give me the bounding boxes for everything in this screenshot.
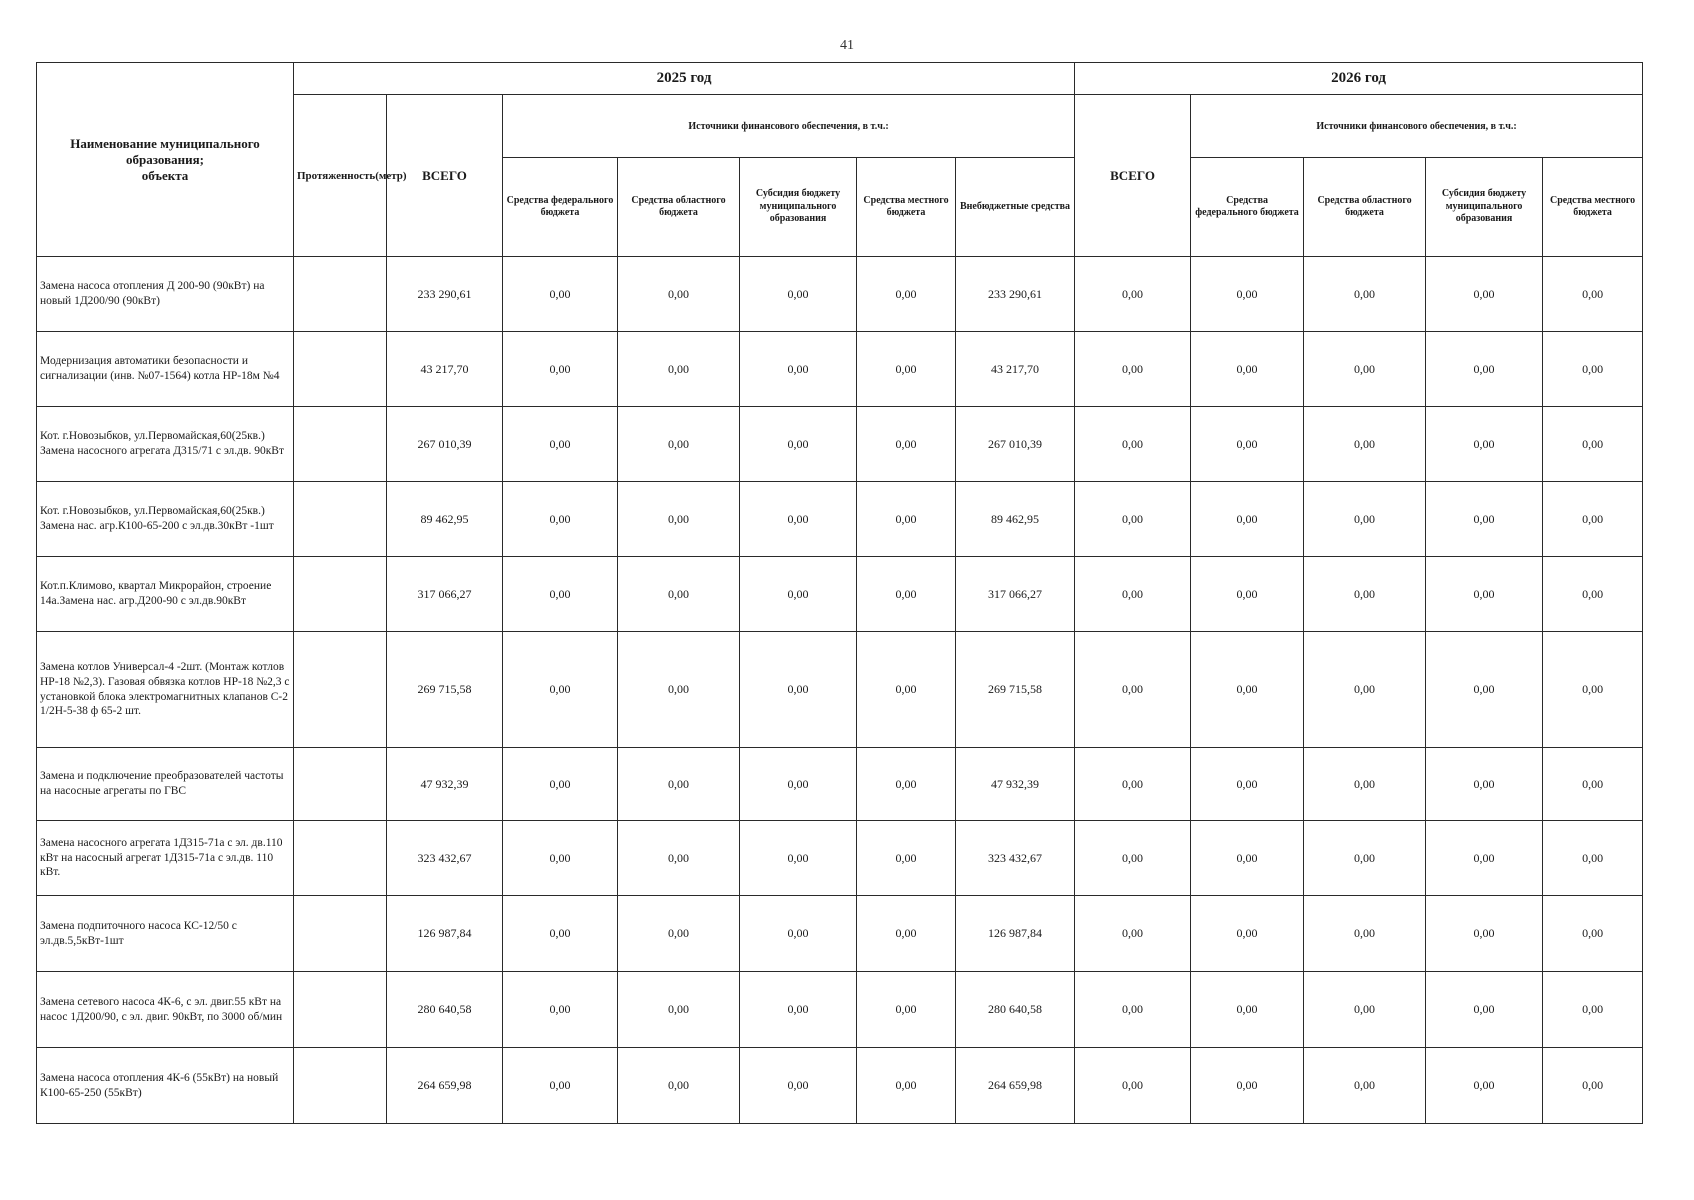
reg-2025-cell: 0,00 — [618, 972, 740, 1048]
header-reg-2025: Средства областного бюджета — [618, 158, 740, 257]
fed-2026-cell: 0,00 — [1191, 482, 1304, 557]
fed-2026-cell: 0,00 — [1191, 748, 1304, 821]
total-2026-cell: 0,00 — [1075, 896, 1191, 972]
header-name-col: Наименование муниципального образования; объекта — [37, 63, 294, 257]
table-row — [37, 632, 1643, 748]
total-2026-cell: 0,00 — [1075, 821, 1191, 896]
header-year-2026: 2026 год — [1075, 63, 1643, 95]
fed-2026-cell: 0,00 — [1191, 896, 1304, 972]
local-2025-cell: 0,00 — [857, 632, 956, 748]
subsidy-2026-cell: 0,00 — [1426, 557, 1543, 632]
local-2025-cell: 0,00 — [857, 1048, 956, 1124]
extra-2025-cell: 269 715,58 — [956, 632, 1075, 748]
local-2025-cell: 0,00 — [857, 748, 956, 821]
subsidy-2026-cell: 0,00 — [1426, 972, 1543, 1048]
table-row — [37, 748, 1643, 821]
length-cell — [294, 332, 387, 407]
object-name-cell: Кот. г.Новозыбков, ул.Первомайская,60(25кв.) Замена насосного агрегата Д315/71 с эл.дв. 90кВт — [37, 407, 294, 482]
fed-2025-cell: 0,00 — [503, 972, 618, 1048]
reg-2026-cell: 0,00 — [1304, 482, 1426, 557]
total-2025-cell: 264 659,98 — [387, 1048, 503, 1124]
reg-2025-cell: 0,00 — [618, 257, 740, 332]
table-row — [37, 821, 1643, 896]
fed-2026-cell: 0,00 — [1191, 332, 1304, 407]
extra-2025-cell: 233 290,61 — [956, 257, 1075, 332]
header-subsidy-2025: Субсидия бюджету муниципального образования — [740, 158, 857, 257]
table-row — [37, 896, 1643, 972]
reg-2026-cell: 0,00 — [1304, 972, 1426, 1048]
header-extra-2025: Внебюджетные средства — [956, 158, 1075, 257]
local-2026-cell: 0,00 — [1543, 632, 1643, 748]
subsidy-2025-cell: 0,00 — [740, 557, 857, 632]
reg-2025-cell: 0,00 — [618, 557, 740, 632]
header-sources-2026: Источники финансового обеспечения, в т.ч.: — [1191, 95, 1643, 158]
length-cell — [294, 407, 387, 482]
reg-2026-cell: 0,00 — [1304, 257, 1426, 332]
length-cell — [294, 972, 387, 1048]
local-2026-cell: 0,00 — [1543, 1048, 1643, 1124]
total-2025-cell: 267 010,39 — [387, 407, 503, 482]
header-year-2025: 2025 год — [294, 63, 1075, 95]
object-name-cell: Кот.п.Климово, квартал Микрорайон, строение 14а.Замена нас. агр.Д200-90 с эл.дв.90кВт — [37, 557, 294, 632]
object-name-cell: Замена насоса отопления 4К-6 (55кВт) на новый К100-65-250 (55кВт) — [37, 1048, 294, 1124]
length-cell — [294, 748, 387, 821]
reg-2025-cell: 0,00 — [618, 748, 740, 821]
header-local-2026: Средства местного бюджета — [1543, 158, 1643, 257]
local-2026-cell: 0,00 — [1543, 257, 1643, 332]
table-row — [37, 972, 1643, 1048]
subsidy-2026-cell: 0,00 — [1426, 1048, 1543, 1124]
local-2025-cell: 0,00 — [857, 896, 956, 972]
subsidy-2026-cell: 0,00 — [1426, 896, 1543, 972]
page-number: 41 — [840, 38, 854, 53]
subsidy-2025-cell: 0,00 — [740, 748, 857, 821]
fed-2026-cell: 0,00 — [1191, 632, 1304, 748]
header-fed-2026: Средства федерального бюджета — [1191, 158, 1304, 257]
reg-2026-cell: 0,00 — [1304, 557, 1426, 632]
fed-2025-cell: 0,00 — [503, 332, 618, 407]
fed-2025-cell: 0,00 — [503, 748, 618, 821]
length-cell — [294, 1048, 387, 1124]
header-reg-2026: Средства областного бюджета — [1304, 158, 1426, 257]
header-fed-2025: Средства федерального бюджета — [503, 158, 618, 257]
total-2025-cell: 269 715,58 — [387, 632, 503, 748]
local-2025-cell: 0,00 — [857, 972, 956, 1048]
local-2026-cell: 0,00 — [1543, 332, 1643, 407]
reg-2026-cell: 0,00 — [1304, 821, 1426, 896]
subsidy-2025-cell: 0,00 — [740, 1048, 857, 1124]
fed-2025-cell: 0,00 — [503, 257, 618, 332]
subsidy-2026-cell: 0,00 — [1426, 748, 1543, 821]
local-2026-cell: 0,00 — [1543, 482, 1643, 557]
table-row — [37, 1048, 1643, 1124]
fed-2025-cell: 0,00 — [503, 407, 618, 482]
fed-2026-cell: 0,00 — [1191, 821, 1304, 896]
total-2025-cell: 47 932,39 — [387, 748, 503, 821]
total-2026-cell: 0,00 — [1075, 972, 1191, 1048]
total-2026-cell: 0,00 — [1075, 1048, 1191, 1124]
length-cell — [294, 632, 387, 748]
total-2025-cell: 89 462,95 — [387, 482, 503, 557]
table-row — [37, 332, 1643, 407]
local-2026-cell: 0,00 — [1543, 557, 1643, 632]
length-cell — [294, 257, 387, 332]
total-2026-cell: 0,00 — [1075, 332, 1191, 407]
reg-2025-cell: 0,00 — [618, 1048, 740, 1124]
object-name-cell: Модернизация автоматики безопасности и сигнализации (инв. №07-1564) котла НР-18м №4 — [37, 332, 294, 407]
object-name-cell: Замена котлов Универсал-4 -2шт. (Монтаж котлов НР-18 №2,3). Газовая обвязка котлов НР-18 №2,3 с установкой блока электромагнитных клапанов С-2 1/2Н-5-38 ф 65-2 шт. — [37, 632, 294, 748]
subsidy-2025-cell: 0,00 — [740, 482, 857, 557]
object-name-cell: Замена подпиточного насоса КС-12/50 с эл.дв.5,5кВт-1шт — [37, 896, 294, 972]
total-2026-cell: 0,00 — [1075, 407, 1191, 482]
total-2025-cell: 233 290,61 — [387, 257, 503, 332]
local-2026-cell: 0,00 — [1543, 748, 1643, 821]
object-name-cell: Замена насоса отопления Д 200-90 (90кВт) на новый 1Д200/90 (90кВт) — [37, 257, 294, 332]
reg-2025-cell: 0,00 — [618, 632, 740, 748]
fed-2025-cell: 0,00 — [503, 482, 618, 557]
subsidy-2025-cell: 0,00 — [740, 407, 857, 482]
subsidy-2026-cell: 0,00 — [1426, 257, 1543, 332]
extra-2025-cell: 280 640,58 — [956, 972, 1075, 1048]
extra-2025-cell: 267 010,39 — [956, 407, 1075, 482]
extra-2025-cell: 264 659,98 — [956, 1048, 1075, 1124]
header-sources-2025: Источники финансового обеспечения, в т.ч.: — [503, 95, 1075, 158]
local-2026-cell: 0,00 — [1543, 896, 1643, 972]
fed-2026-cell: 0,00 — [1191, 407, 1304, 482]
table-row — [37, 407, 1643, 482]
subsidy-2025-cell: 0,00 — [740, 332, 857, 407]
fed-2026-cell: 0,00 — [1191, 1048, 1304, 1124]
header-local-2025: Средства местного бюджета — [857, 158, 956, 257]
total-2026-cell: 0,00 — [1075, 632, 1191, 748]
local-2025-cell: 0,00 — [857, 257, 956, 332]
table-row — [37, 557, 1643, 632]
object-name-cell: Кот. г.Новозыбков, ул.Первомайская,60(25кв.) Замена нас. агр.К100-65-200 с эл.дв.30кВт -1шт — [37, 482, 294, 557]
extra-2025-cell: 323 432,67 — [956, 821, 1075, 896]
subsidy-2026-cell: 0,00 — [1426, 332, 1543, 407]
extra-2025-cell: 317 066,27 — [956, 557, 1075, 632]
subsidy-2026-cell: 0,00 — [1426, 407, 1543, 482]
local-2026-cell: 0,00 — [1543, 407, 1643, 482]
subsidy-2025-cell: 0,00 — [740, 972, 857, 1048]
fed-2025-cell: 0,00 — [503, 896, 618, 972]
header-total-2026: ВСЕГО — [1075, 95, 1191, 257]
table-row — [37, 257, 1643, 332]
subsidy-2026-cell: 0,00 — [1426, 482, 1543, 557]
object-name-cell: Замена сетевого насоса 4К-6, с эл. двиг.55 кВт на насос 1Д200/90, с эл. двиг. 90кВт, по 3000 об/мин — [37, 972, 294, 1048]
header-length-col: Протяженность(метр) — [294, 95, 387, 257]
reg-2025-cell: 0,00 — [618, 332, 740, 407]
total-2025-cell: 323 432,67 — [387, 821, 503, 896]
subsidy-2025-cell: 0,00 — [740, 896, 857, 972]
reg-2025-cell: 0,00 — [618, 407, 740, 482]
extra-2025-cell: 43 217,70 — [956, 332, 1075, 407]
total-2026-cell: 0,00 — [1075, 257, 1191, 332]
subsidy-2025-cell: 0,00 — [740, 821, 857, 896]
total-2025-cell: 280 640,58 — [387, 972, 503, 1048]
reg-2025-cell: 0,00 — [618, 896, 740, 972]
extra-2025-cell: 126 987,84 — [956, 896, 1075, 972]
fed-2026-cell: 0,00 — [1191, 257, 1304, 332]
reg-2026-cell: 0,00 — [1304, 332, 1426, 407]
total-2025-cell: 317 066,27 — [387, 557, 503, 632]
extra-2025-cell: 47 932,39 — [956, 748, 1075, 821]
reg-2026-cell: 0,00 — [1304, 1048, 1426, 1124]
local-2025-cell: 0,00 — [857, 557, 956, 632]
fed-2025-cell: 0,00 — [503, 557, 618, 632]
length-cell — [294, 821, 387, 896]
header-subsidy-2026: Субсидия бюджету муниципального образования — [1426, 158, 1543, 257]
local-2025-cell: 0,00 — [857, 821, 956, 896]
fed-2025-cell: 0,00 — [503, 1048, 618, 1124]
subsidy-2026-cell: 0,00 — [1426, 632, 1543, 748]
fed-2026-cell: 0,00 — [1191, 557, 1304, 632]
funding-table — [36, 62, 1643, 1124]
reg-2026-cell: 0,00 — [1304, 748, 1426, 821]
reg-2026-cell: 0,00 — [1304, 632, 1426, 748]
object-name-cell: Замена и подключение преобразователей частоты на насосные агрегаты по ГВС — [37, 748, 294, 821]
fed-2026-cell: 0,00 — [1191, 972, 1304, 1048]
reg-2025-cell: 0,00 — [618, 482, 740, 557]
subsidy-2025-cell: 0,00 — [740, 632, 857, 748]
subsidy-2026-cell: 0,00 — [1426, 821, 1543, 896]
total-2026-cell: 0,00 — [1075, 482, 1191, 557]
reg-2026-cell: 0,00 — [1304, 407, 1426, 482]
total-2026-cell: 0,00 — [1075, 748, 1191, 821]
reg-2025-cell: 0,00 — [618, 821, 740, 896]
reg-2026-cell: 0,00 — [1304, 896, 1426, 972]
local-2025-cell: 0,00 — [857, 407, 956, 482]
subsidy-2025-cell: 0,00 — [740, 257, 857, 332]
header-total-2025: ВСЕГО — [387, 95, 503, 257]
object-name-cell: Замена насосного агрегата 1Д315-71а с эл. дв.110 кВт на насосный агрегат 1Д315-71а с эл.дв. 110 кВт. — [37, 821, 294, 896]
length-cell — [294, 557, 387, 632]
extra-2025-cell: 89 462,95 — [956, 482, 1075, 557]
table-row — [37, 482, 1643, 557]
total-2025-cell: 126 987,84 — [387, 896, 503, 972]
local-2026-cell: 0,00 — [1543, 972, 1643, 1048]
length-cell — [294, 482, 387, 557]
fed-2025-cell: 0,00 — [503, 821, 618, 896]
total-2026-cell: 0,00 — [1075, 557, 1191, 632]
local-2026-cell: 0,00 — [1543, 821, 1643, 896]
local-2025-cell: 0,00 — [857, 482, 956, 557]
local-2025-cell: 0,00 — [857, 332, 956, 407]
total-2025-cell: 43 217,70 — [387, 332, 503, 407]
fed-2025-cell: 0,00 — [503, 632, 618, 748]
length-cell — [294, 896, 387, 972]
